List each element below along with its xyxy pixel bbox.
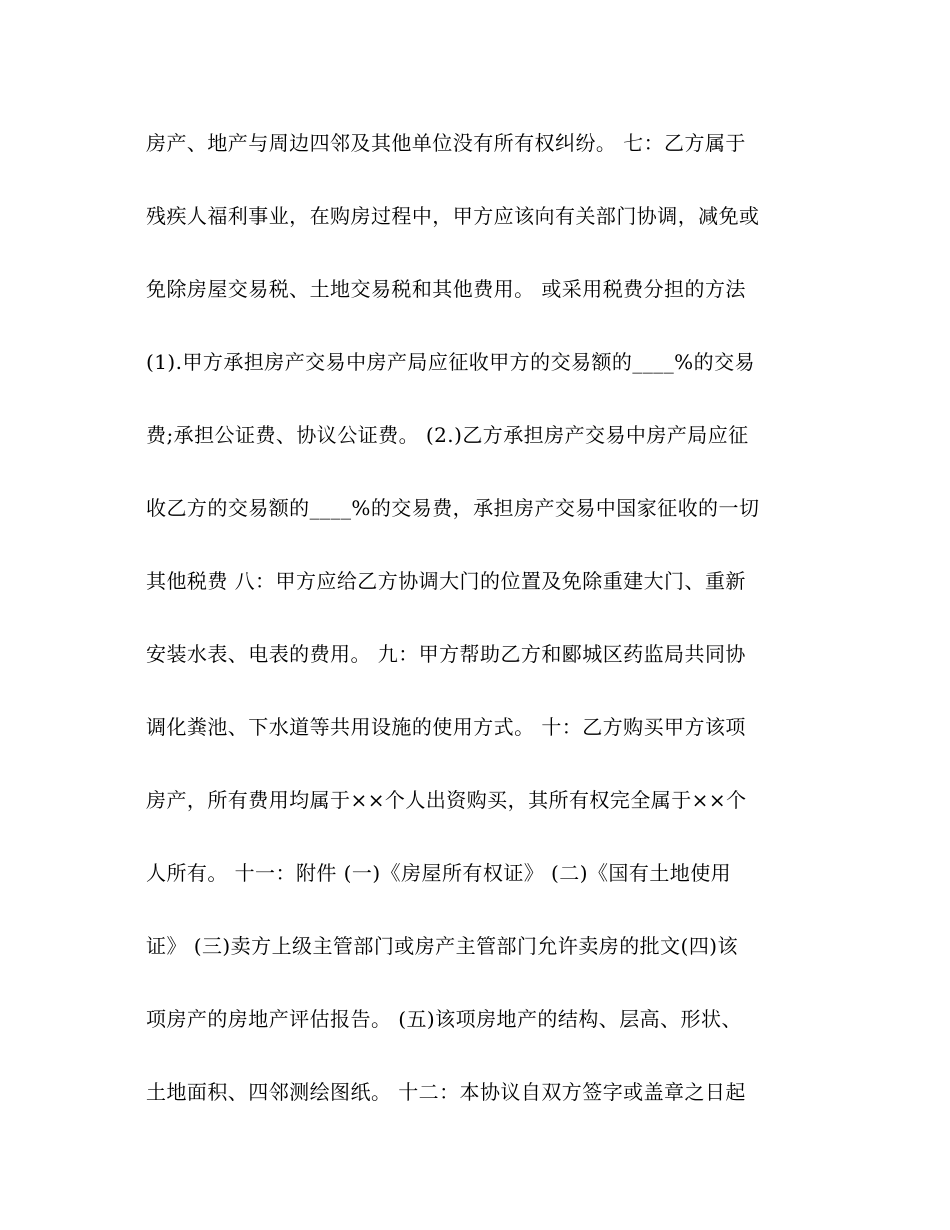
text-line: 人所有。 十一：附件 (一)《房屋所有权证》 (二)《国有土地使用	[146, 861, 732, 885]
text-line: 证》 (三)卖方上级主管部门或房产主管部门允许卖房的批文(四)该	[146, 934, 738, 958]
text-line: 残疾人福利事业，在购房过程中，甲方应该向有关部门协调，减免或	[146, 204, 760, 228]
text-line: 收乙方的交易额的____%的交易费，承担房产交易中国家征收的一切	[146, 496, 760, 520]
text-line: 房产、地产与周边四邻及其他单位没有所有权纠纷。 七：乙方属于	[146, 131, 746, 155]
text-line: (1).甲方承担房产交易中房产局应征收甲方的交易额的____%的交易	[146, 350, 755, 374]
text-line: 调化粪池、下水道等共用设施的使用方式。 十：乙方购买甲方该项	[146, 715, 746, 739]
document-body	[146, 120, 806, 1142]
text-line: 项房产的房地产评估报告。 (五)该项房地产的结构、层高、形状、	[146, 1007, 742, 1031]
text-line: 安装水表、电表的费用。 九：甲方帮助乙方和郾城区药监局共同协	[146, 642, 746, 666]
text-line: 免除房屋交易税、土地交易税和其他费用。 或采用税费分担的方法	[146, 277, 746, 301]
text-line: 其他税费 八：甲方应给乙方协调大门的位置及免除重建大门、重新	[146, 569, 746, 593]
text-line: 土地面积、四邻测绘图纸。 十二：本协议自双方签字或盖章之日起	[146, 1080, 746, 1104]
text-line: 费;承担公证费、协议公证费。 (2.)乙方承担房产交易中房产局应征	[146, 423, 749, 447]
text-line: 房产，所有费用均属于××个人出资购买，其所有权完全属于××个	[146, 788, 747, 812]
